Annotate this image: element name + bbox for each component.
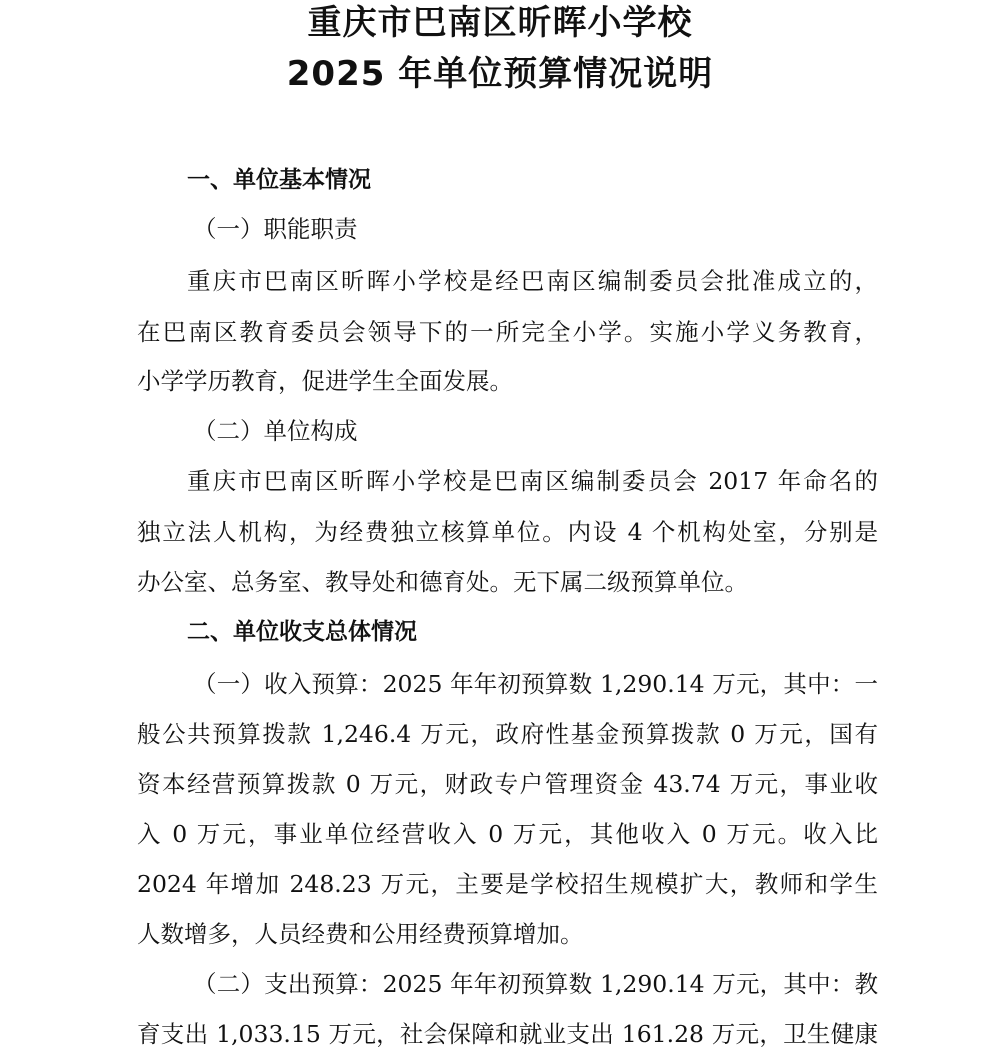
- paragraph-line: 育支出 1,033.15 万元，社会保障和就业支出 161.28 万元，卫生健康: [137, 1020, 878, 1048]
- paragraph-line: 重庆市巴南区昕晖小学校是巴南区编制委员会 2017 年命名的: [187, 467, 878, 495]
- subsection-heading-composition: （二）单位构成: [193, 417, 358, 445]
- paragraph-line: 独立法人机构，为经费独立核算单位。内设 4 个机构处室，分别是: [137, 518, 878, 546]
- paragraph-line: 办公室、总务室、教导处和德育处。无下属二级预算单位。: [137, 568, 748, 596]
- subsection-heading-functions: （一）职能职责: [193, 215, 358, 243]
- paragraph-line: 入 0 万元，事业单位经营收入 0 万元，其他收入 0 万元。收入比: [137, 820, 878, 848]
- paragraph-line-income-budget: （一）收入预算：2025 年年初预算数 1,290.14 万元，其中：一: [193, 670, 878, 698]
- paragraph-line: 2024 年增加 248.23 万元，主要是学校招生规模扩大，教师和学生: [137, 870, 878, 898]
- section-heading-2: 二、单位收支总体情况: [187, 619, 417, 645]
- paragraph-line-expenditure-budget: （二）支出预算：2025 年年初预算数 1,290.14 万元，其中：教: [193, 970, 878, 998]
- paragraph-line: 重庆市巴南区昕晖小学校是经巴南区编制委员会批准成立的，: [187, 267, 878, 295]
- document-title-line-2: 2025 年单位预算情况说明: [286, 54, 714, 94]
- document-title-line-1: 重庆市巴南区昕晖小学校: [307, 3, 693, 43]
- paragraph-line: 在巴南区教育委员会领导下的一所完全小学。实施小学义务教育，: [137, 318, 878, 346]
- paragraph-line: 小学学历教育，促进学生全面发展。: [137, 367, 513, 395]
- paragraph-line: 般公共预算拨款 1,246.4 万元，政府性基金预算拨款 0 万元，国有: [137, 720, 878, 748]
- paragraph-line: 资本经营预算拨款 0 万元，财政专户管理资金 43.74 万元，事业收: [137, 770, 878, 798]
- paragraph-line: 人数增多，人员经费和公用经费预算增加。: [137, 920, 584, 948]
- section-heading-1: 一、单位基本情况: [187, 167, 371, 193]
